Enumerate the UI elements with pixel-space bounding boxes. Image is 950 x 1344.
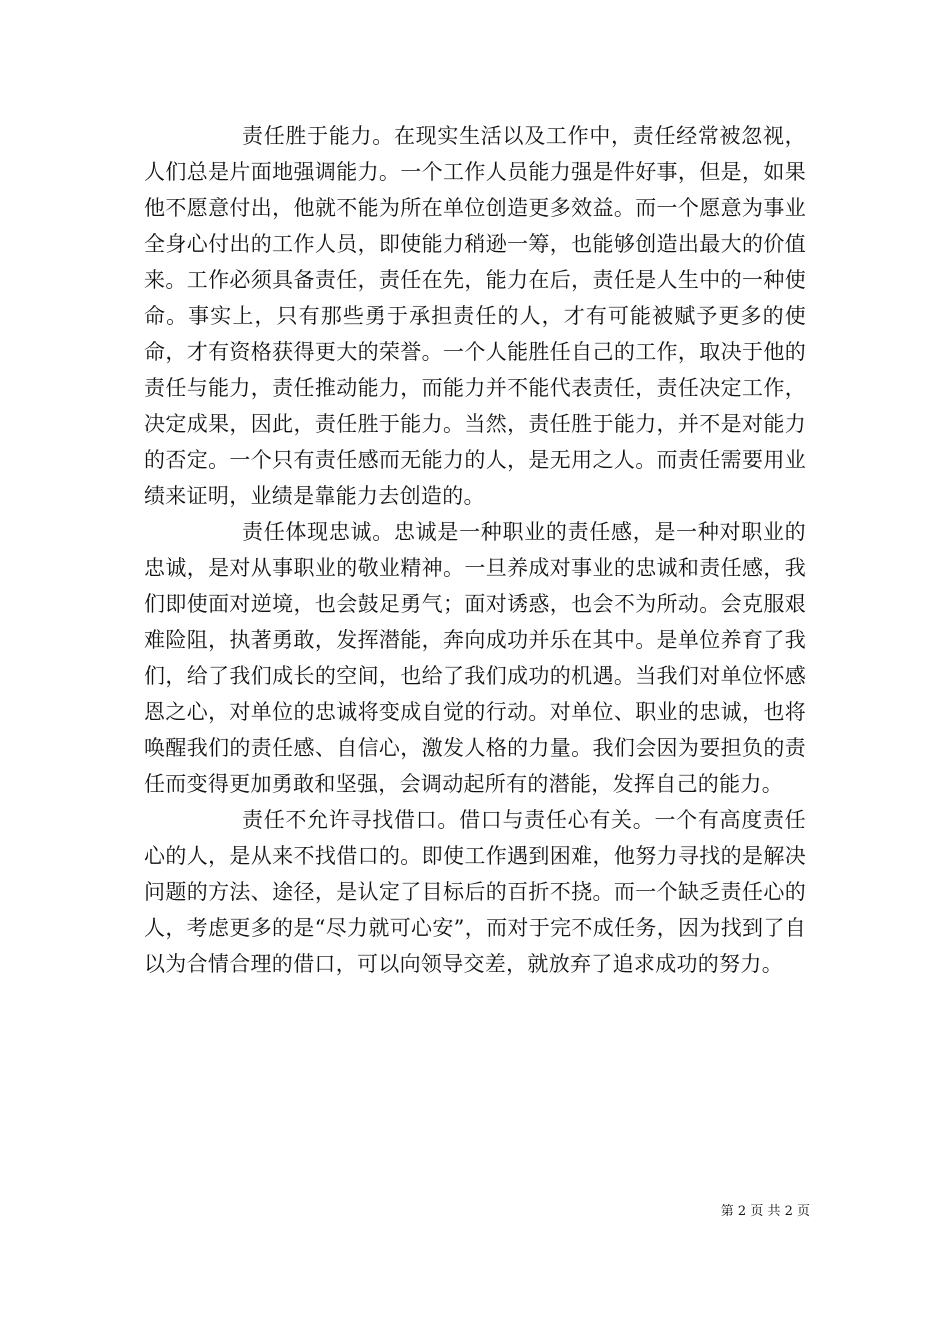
paragraph-no-excuses: 责任不允许寻找借口。借口与责任心有关。一个有高度责任心的人，是从来不找借口的。即使工作遇到困难，他努力寻找的是解决问题的方法、途径，是认定了目标后的百折不挠。而一个缺乏责任心的人，考虑更多的是“尽力就可心安”，而对于完不成任务，因为找到了自以为合情合理的借口，可以向领导交差，就放弃了追求成功的努力。: [144, 808, 806, 976]
paragraph-responsibility-over-ability: 责任胜于能力。在现实生活以及工作中，责任经常被忽视，人们总是片面地强调能力。一个工作人员能力强是件好事，但是，如果他不愿意付出，他就不能为所在单位创造更多效益。而一个愿意为事业全身心付出的工作人员，即使能力稍逊一筹，也能够创造出最大的价值来。工作必须具备责任，责任在先，能力在后，责任是人生中的一种使命。事实上，只有那些勇于承担责任的人，才有可能被赋予更多的使命，才有资格获得更大的荣誉。一个人能胜任自己的工作，取决于他的责任与能力，责任推动能力，而能力并不能代表责任，责任决定工作，决定成果，因此，责任胜于能力。当然，责任胜于能力，并不是对能力的否定。一个只有责任感而无能力的人，是无用之人。而责任需要用业绩来证明，业绩是靠能力去创造的。: [144, 124, 806, 508]
document-body: [144, 118, 806, 982]
paragraph-responsibility-loyalty: 责任体现忠诚。忠诚是一种职业的责任感，是一种对职业的忠诚，是对从事职业的敬业精神。一旦养成对事业的忠诚和责任感，我们即使面对逆境，也会鼓足勇气；面对诱惑，也会不为所动。会克服艰难险阻，执著勇敢，发挥潜能，奔向成功并乐在其中。是单位养育了我们，给了我们成长的空间，也给了我们成功的机遇。当我们对单位怀感恩之心，对单位的忠诚将变成自觉的行动。对单位、职业的忠诚，也将唤醒我们的责任感、自信心，激发人格的力量。我们会因为要担负的责任而变得更加勇敢和坚强，会调动起所有的潜能，发挥自己的能力。: [144, 520, 806, 796]
page-number-footer: 第 2 页 共 2 页: [720, 1204, 810, 1219]
